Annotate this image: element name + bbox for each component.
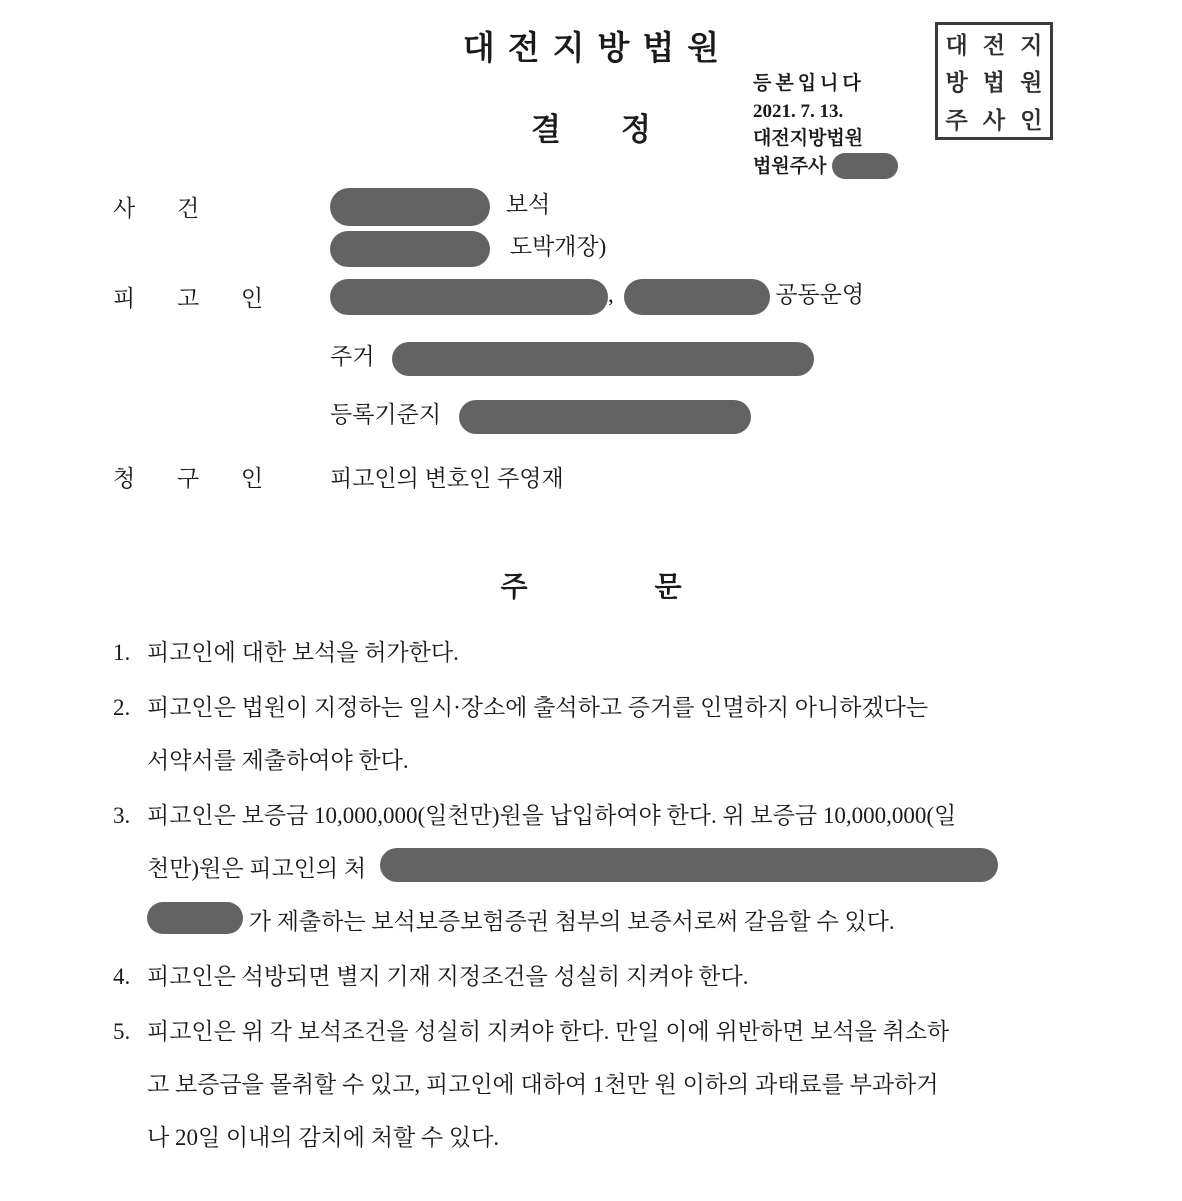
redaction-defendant-name-2: [624, 279, 770, 315]
list-item: [113, 789, 1143, 948]
item-line: 피고인은 법원이 지정하는 일시·장소에 출석하고 증거를 인멸하지 아니하겠다는: [147, 695, 929, 720]
redaction-spouse-name: [380, 848, 998, 882]
list-item: [113, 1005, 1143, 1164]
list-item: [113, 681, 1143, 787]
seal-char: 지: [1020, 33, 1043, 60]
case-charge-label: 보석: [505, 192, 551, 217]
case-info-block: [0, 190, 1182, 496]
item-number: 1.: [113, 640, 131, 665]
order-heading: 주 문: [500, 572, 742, 603]
item-line: 피고인은 보증금 10,000,000(일천만)원을 납입하여야 한다. 위 보증금 10,000,000(일: [147, 803, 957, 828]
certification-officer-label: 법원주사: [753, 155, 827, 177]
registered-domicile-row: [0, 384, 1182, 446]
redaction-case-number: [330, 188, 490, 226]
redaction-defendant-name: [330, 279, 608, 315]
certification-court: 대전지방법원: [753, 128, 864, 150]
page-title: 대전지방법원: [462, 31, 733, 67]
case-number-label: 사 건: [113, 196, 218, 221]
item-line: 가 제출하는 보석보증보험증권 첨부의 보증서로써 갈음할 수 있다.: [248, 909, 895, 934]
petitioner-value: 피고인의 변호인 주영재: [330, 466, 564, 491]
item-line: 피고인은 위 각 보석조건을 성실히 지켜야 한다. 만일 이에 위반하면 보석을 취소하: [147, 1019, 950, 1044]
seal-char: 방: [938, 62, 975, 99]
item-number: 5.: [113, 1019, 131, 1044]
redaction-officer-name: [832, 153, 898, 179]
seal-char: 인: [1020, 107, 1043, 134]
item-number: 4.: [113, 964, 131, 989]
seal-char: 법: [982, 70, 1006, 97]
redaction-residence: [392, 342, 814, 376]
residence-label: 주거: [330, 344, 375, 369]
certification-block: [753, 70, 953, 180]
certification-date: 2021. 7. 13.: [753, 100, 844, 122]
seal-char: 원: [1020, 70, 1043, 97]
document-type-heading: 결정: [531, 112, 711, 147]
item-line: 피고인은 석방되면 별지 기재 지정조건을 성실히 지켜야 한다.: [147, 964, 749, 989]
defendant-label: 피 고 인: [113, 286, 282, 311]
defendant-row: 피 고 인 , 공동운영: [0, 270, 1182, 328]
item-number: 2.: [113, 695, 131, 720]
seal-char: 전: [982, 33, 1006, 60]
list-item: [113, 626, 1143, 679]
petitioner-row: [0, 446, 1182, 496]
redaction-spouse-name-2: [147, 902, 243, 934]
seal-char: 주: [938, 100, 975, 137]
court-seal-stamp: [935, 22, 1053, 140]
petitioner-label: 청 구 인: [113, 466, 282, 491]
case-number-row: [0, 190, 1182, 270]
item-line: 나 20일 이내의 감치에 처할 수 있다.: [147, 1125, 500, 1150]
item-line: 고 보증금을 몰취할 수 있고, 피고인에 대하여 1천만 원 이하의 과태료를 부과하거: [147, 1072, 939, 1097]
certification-label: 등본입니다: [753, 73, 865, 94]
list-item: [113, 950, 1143, 1003]
seal-char: 대: [938, 25, 975, 62]
item-number: 3.: [113, 803, 131, 828]
redaction-registered-domicile: [459, 400, 751, 434]
redaction-case-number-2: [330, 231, 490, 267]
item-line: 피고인에 대한 보석을 허가한다.: [147, 640, 459, 665]
certification-officer: [753, 153, 953, 181]
item-line: 서약서를 제출하여야 한다.: [147, 748, 409, 773]
seal-char: 사: [982, 107, 1006, 134]
order-list: [113, 626, 1143, 1166]
residence-row: [0, 328, 1182, 384]
item-line: 천만)원은 피고인의 처: [147, 856, 367, 881]
defendant-note: 공동운영: [775, 282, 865, 307]
case-charge-detail: 도박개장): [509, 234, 607, 259]
registered-domicile-label: 등록기준지: [330, 402, 442, 427]
